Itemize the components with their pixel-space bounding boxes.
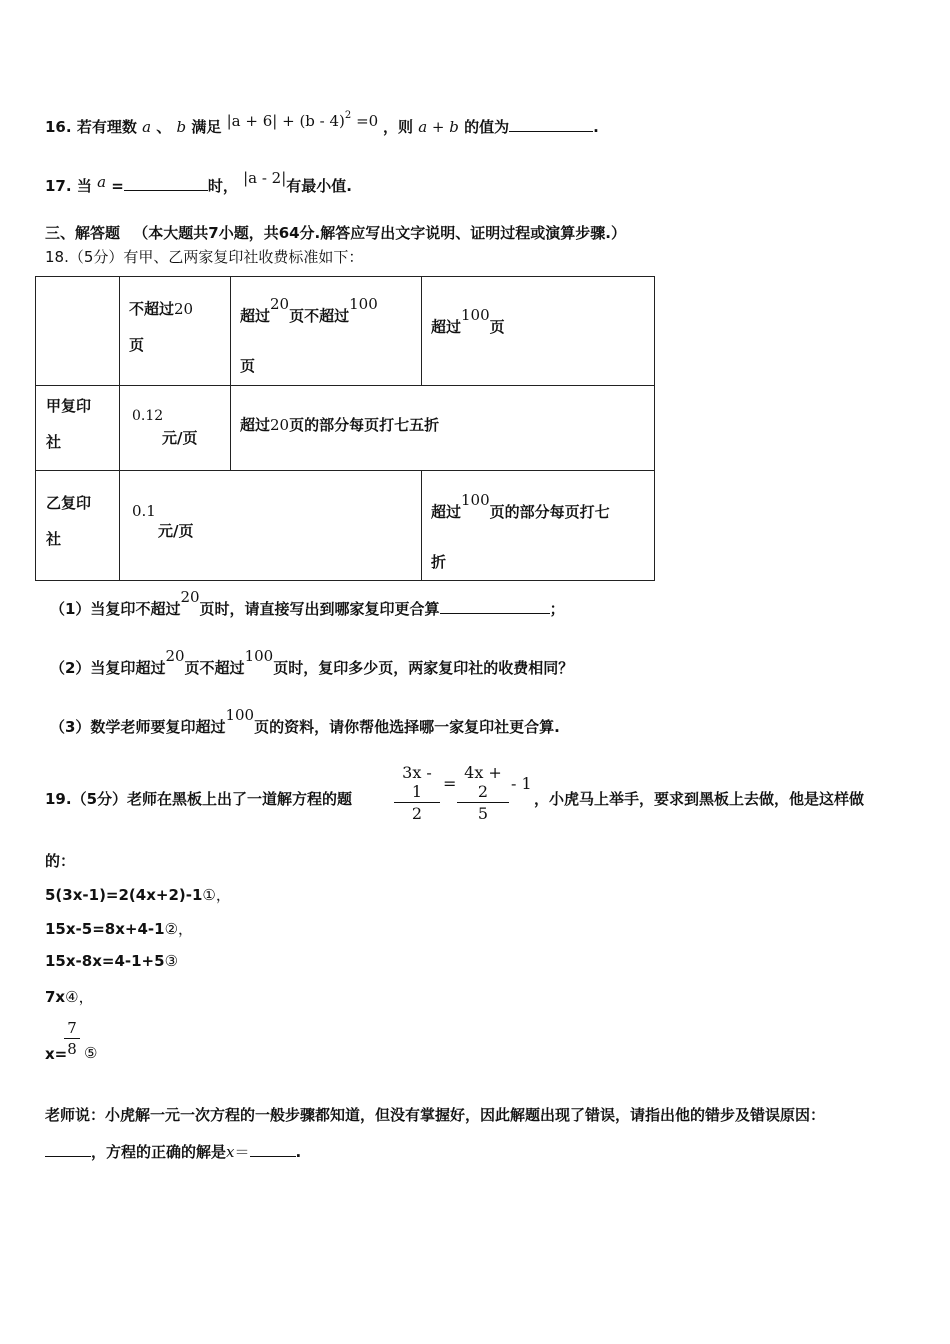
header-20-to-100: 超过20页不超过100 页 bbox=[240, 295, 378, 375]
q19-fraction-right: 4x + 2 5 bbox=[457, 763, 509, 823]
row-jia-price: 0.12 元/页 bbox=[132, 408, 198, 447]
q18-part-1: （1）当复印不超过20页时，请直接写出到哪家复印更合算 ； bbox=[50, 588, 565, 618]
answer-blank[interactable] bbox=[509, 117, 593, 132]
step-4: 7x④， bbox=[45, 988, 94, 1006]
pricing-table bbox=[35, 276, 655, 581]
step-2: 15x-5=8x+4-1②， bbox=[45, 920, 194, 938]
header-over-100: 超过100页 bbox=[431, 306, 505, 336]
teacher-comment-2: ，方程的正确的解是x＝ . bbox=[45, 1141, 301, 1162]
step-5-fraction: 7 8 bbox=[64, 1019, 80, 1058]
row-jia-rule: 超过20页的部分每页打七五折 bbox=[240, 416, 440, 434]
step-5: x= bbox=[45, 1045, 68, 1063]
question-19-tail: ，小虎马上举手，要求到黑板上去做，他是这样做 bbox=[534, 790, 865, 808]
header-not-over-20: 不超过20 页 bbox=[129, 300, 194, 354]
q18-part-2: （2）当复印超过20页不超过100页时，复印多少页，两家复印社的收费相同？ bbox=[50, 647, 574, 677]
answer-blank[interactable] bbox=[45, 1142, 91, 1157]
q18-part-3: （3）数学老师要复印超过100页的资料，请你帮他选择哪一家复印社更合算. bbox=[50, 706, 560, 736]
question-17: 17. 当 a = 时， |a - 2|有最小值. bbox=[45, 169, 352, 195]
q19-fraction-left: 3x - 1 2 bbox=[394, 763, 440, 823]
question-19-lead: 19.（5分）老师在黑板上出了一道解方程的题 bbox=[45, 790, 353, 808]
row-yi-name: 乙复印 社 bbox=[46, 494, 92, 548]
q16-equation: |a + 6| + (b - 4)$^2$ =0 bbox=[226, 110, 379, 130]
answer-blank[interactable] bbox=[440, 599, 550, 614]
row-yi-price: 0.1 元/页 bbox=[132, 502, 194, 540]
answer-blank[interactable] bbox=[124, 176, 208, 191]
row-yi-rule: 超过100页的部分每页打七 折 bbox=[431, 491, 610, 571]
question-18-header: 18.（5分）有甲、乙两家复印社收费标准如下： bbox=[45, 248, 364, 266]
step-3: 15x-8x=4-1+5③ bbox=[45, 952, 179, 970]
question-16: 16. 若有理数 a 、 b 满足 |a + 6| + (b - 4)$^2$ =0 ，则 a + b 的值为 . bbox=[45, 110, 599, 136]
teacher-comment: 老师说：小虎解一元一次方程的一般步骤都知道，但没有掌握好，因此解题出现了错误，请指出他的错步及错误原因： bbox=[45, 1106, 826, 1124]
answer-blank[interactable] bbox=[250, 1142, 296, 1157]
row-jia-name: 甲复印 社 bbox=[46, 397, 92, 451]
step-1: 5(3x-1)=2(4x+2)-1①， bbox=[45, 886, 231, 904]
section-3-heading: 三、解答题 （本大题共7小题，共64分.解答应写出文字说明、证明过程或演算步骤.） bbox=[45, 224, 626, 242]
